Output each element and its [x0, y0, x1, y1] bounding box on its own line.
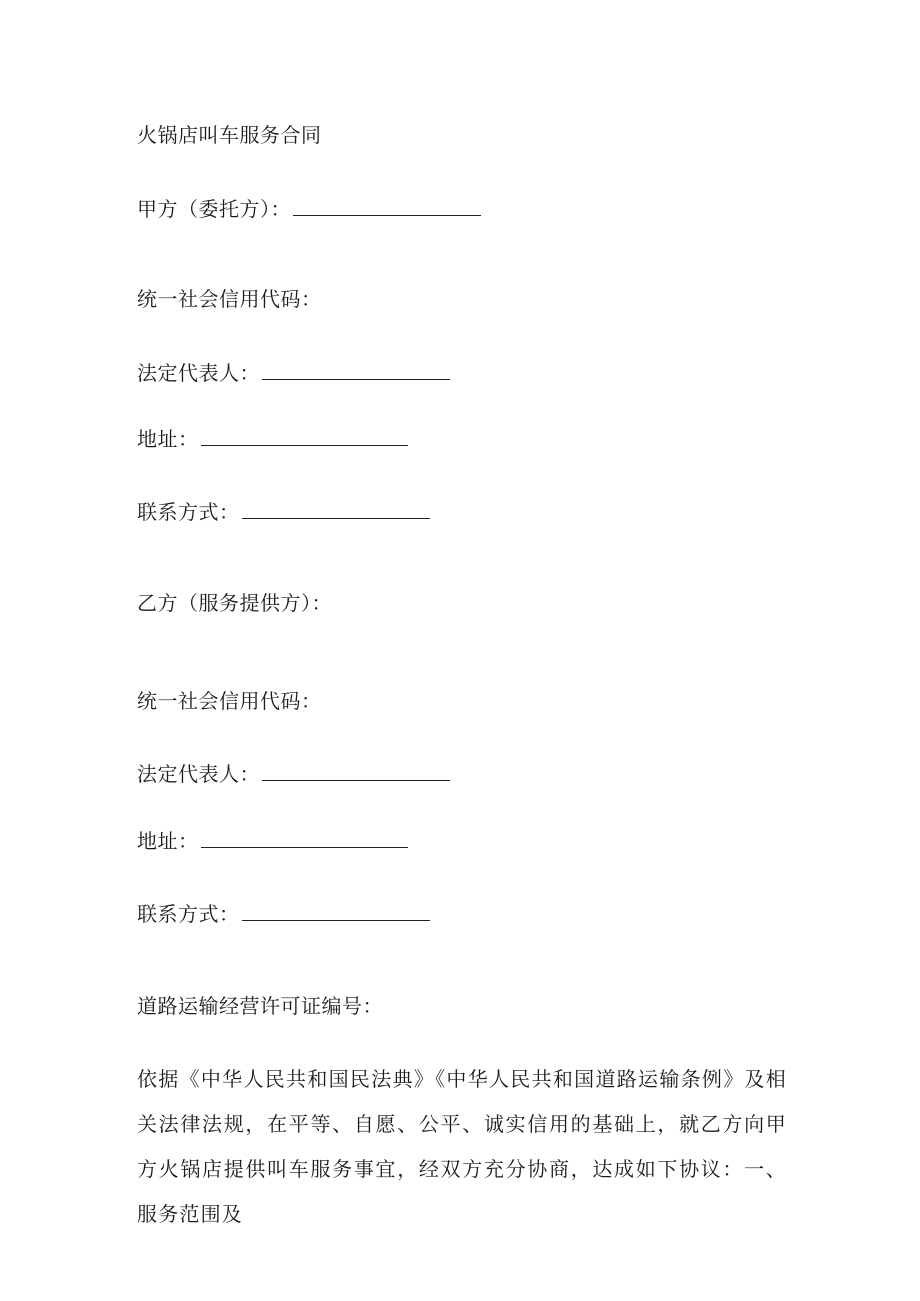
- party-b-license-label: 道路运输经营许可证编号：: [137, 994, 383, 1018]
- party-b-address-line: [137, 829, 408, 853]
- party-a-label: 甲方（委托方）：: [137, 197, 291, 221]
- party-b-contact-blank: [242, 902, 430, 921]
- party-a-address-label: 地址：: [137, 427, 199, 451]
- party-a-credit-code-label: 统一社会信用代码：: [137, 287, 322, 311]
- party-b-legal-rep-blank: [262, 762, 450, 781]
- party-a-contact-blank: [242, 500, 430, 519]
- party-b-contact-label: 联系方式：: [137, 902, 240, 926]
- party-b-legal-rep-line: [137, 762, 450, 786]
- party-b-contact-line: [137, 902, 430, 926]
- party-b-label: 乙方（服务提供方）：: [137, 591, 332, 615]
- party-a-line: [137, 197, 481, 221]
- party-b-credit-code-label: 统一社会信用代码：: [137, 689, 322, 713]
- party-b-address-label: 地址：: [137, 829, 199, 853]
- party-a-blank: [293, 197, 481, 216]
- preamble-paragraph: 依据《中华人民共和国民法典》《中华人民共和国道路运输条例》及相关法律法规，在平等、自愿、公平、诚实信用的基础上，就乙方向甲方火锅店提供叫车服务事宜，经双方充分协商，达成如下协议：一、服务范围及: [137, 1067, 787, 1226]
- party-a-legal-rep-label: 法定代表人：: [137, 361, 260, 385]
- party-a-address-line: [137, 427, 408, 451]
- party-b-address-blank: [201, 829, 408, 848]
- party-a-legal-rep-blank: [262, 361, 450, 380]
- party-a-contact-label: 联系方式：: [137, 500, 240, 524]
- party-a-address-blank: [201, 427, 408, 446]
- party-a-legal-rep-line: [137, 361, 450, 385]
- party-b-legal-rep-label: 法定代表人：: [137, 762, 260, 786]
- document-title: 火锅店叫车服务合同: [137, 123, 322, 147]
- party-a-contact-line: [137, 500, 430, 524]
